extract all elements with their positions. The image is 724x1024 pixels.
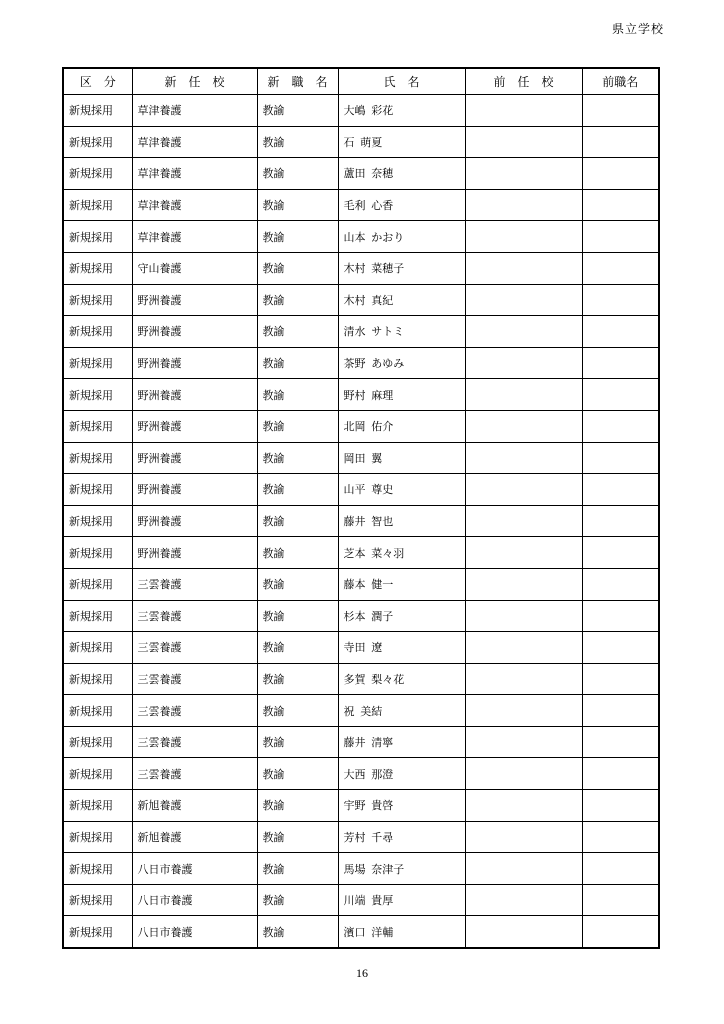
column-header-prev-title: 前職名 [582,68,659,95]
table-cell-new-school: 三雲養護 [132,758,257,790]
table-cell-new-school: 守山養護 [132,252,257,284]
table-cell-prev-title [582,347,659,379]
table-cell-new-title: 教諭 [257,410,338,442]
table-row [63,284,659,316]
table-cell-prev-school [465,347,582,379]
table-cell-prev-title [582,410,659,442]
table-cell-new-school: 八日市養護 [132,884,257,916]
table-cell-prev-school [465,853,582,885]
table-cell-kubun: 新規採用 [63,758,132,790]
table-cell-prev-school [465,316,582,348]
table-cell-prev-school [465,442,582,474]
table-cell-new-title: 教諭 [257,853,338,885]
table-cell-new-title: 教諭 [257,252,338,284]
table-cell-new-title: 教諭 [257,126,338,158]
table-cell-new-title: 教諭 [257,537,338,569]
table-row [63,695,659,727]
table-cell-new-title: 教諭 [257,632,338,664]
table-row [63,379,659,411]
table-cell-prev-school [465,284,582,316]
column-header-name: 氏 名 [338,68,465,95]
table-cell-name: 岡田 翼 [338,442,465,474]
table-cell-new-title: 教諭 [257,726,338,758]
table-cell-new-school: 三雲養護 [132,663,257,695]
table-row [63,758,659,790]
table-cell-prev-title [582,600,659,632]
table-cell-name: 山本 かおり [338,221,465,253]
table-cell-new-school: 野洲養護 [132,474,257,506]
table-cell-prev-school [465,252,582,284]
table-cell-new-school: 八日市養護 [132,916,257,948]
table-cell-prev-title [582,505,659,537]
table-cell-new-school: 新旭養護 [132,790,257,822]
table-cell-new-school: 野洲養護 [132,505,257,537]
table-cell-new-title: 教諭 [257,95,338,127]
table-row [63,95,659,127]
table-cell-new-title: 教諭 [257,442,338,474]
table-cell-prev-title [582,442,659,474]
table-cell-kubun: 新規採用 [63,537,132,569]
table-header-row [63,68,659,95]
table-row [63,410,659,442]
table-cell-prev-school [465,758,582,790]
table-row [63,126,659,158]
table-row [63,221,659,253]
table-cell-prev-title [582,474,659,506]
table-cell-prev-title [582,252,659,284]
table-cell-new-title: 教諭 [257,189,338,221]
table-cell-name: 杉本 潤子 [338,600,465,632]
table-cell-new-title: 教諭 [257,379,338,411]
table-cell-kubun: 新規採用 [63,600,132,632]
table-cell-name: 芝本 菜々羽 [338,537,465,569]
table-cell-new-title: 教諭 [257,600,338,632]
table-cell-kubun: 新規採用 [63,221,132,253]
table-cell-prev-title [582,632,659,664]
table-cell-new-title: 教諭 [257,790,338,822]
table-cell-new-school: 野洲養護 [132,442,257,474]
table-cell-name: 寺田 遼 [338,632,465,664]
table-cell-name: 多賀 梨々花 [338,663,465,695]
table-row [63,853,659,885]
table-cell-new-title: 教諭 [257,284,338,316]
table-cell-new-title: 教諭 [257,758,338,790]
table-cell-new-title: 教諭 [257,695,338,727]
table-cell-new-title: 教諭 [257,221,338,253]
table-cell-new-school: 三雲養護 [132,600,257,632]
table-cell-name: 山平 尊史 [338,474,465,506]
table-cell-new-school: 野洲養護 [132,379,257,411]
table-cell-prev-school [465,600,582,632]
table-cell-name: 大嶋 彩花 [338,95,465,127]
table-cell-kubun: 新規採用 [63,442,132,474]
table-cell-kubun: 新規採用 [63,158,132,190]
table-cell-new-title: 教諭 [257,884,338,916]
table-cell-prev-title [582,853,659,885]
table-cell-prev-title [582,726,659,758]
table-cell-new-school: 三雲養護 [132,726,257,758]
table-cell-name: 宇野 貴啓 [338,790,465,822]
table-cell-prev-title [582,316,659,348]
table-cell-new-title: 教諭 [257,821,338,853]
table-cell-kubun: 新規採用 [63,316,132,348]
column-header-new-title: 新 職 名 [257,68,338,95]
table-cell-prev-school [465,790,582,822]
table-cell-kubun: 新規採用 [63,284,132,316]
table-cell-prev-title [582,189,659,221]
table-cell-prev-school [465,474,582,506]
table-cell-kubun: 新規採用 [63,916,132,948]
table-cell-kubun: 新規採用 [63,821,132,853]
table-cell-new-title: 教諭 [257,347,338,379]
table-cell-name: 野村 麻理 [338,379,465,411]
table-cell-prev-school [465,884,582,916]
table-cell-name: 蘆田 奈穂 [338,158,465,190]
table-cell-kubun: 新規採用 [63,695,132,727]
table-cell-name: 芳村 千尋 [338,821,465,853]
table-cell-name: 木村 真紀 [338,284,465,316]
table-cell-prev-title [582,758,659,790]
table-cell-prev-school [465,379,582,411]
table-row [63,505,659,537]
table-cell-prev-title [582,663,659,695]
table-cell-prev-title [582,821,659,853]
table-cell-kubun: 新規採用 [63,632,132,664]
table-cell-prev-school [465,916,582,948]
table-cell-name: 大西 那澄 [338,758,465,790]
table-cell-name: 木村 菜穂子 [338,252,465,284]
table-cell-new-school: 草津養護 [132,95,257,127]
table-cell-new-school: 草津養護 [132,126,257,158]
table-cell-kubun: 新規採用 [63,95,132,127]
table-cell-new-school: 草津養護 [132,158,257,190]
table-cell-prev-title [582,126,659,158]
table-cell-new-title: 教諭 [257,916,338,948]
table-cell-new-title: 教諭 [257,158,338,190]
table-cell-kubun: 新規採用 [63,884,132,916]
table-cell-new-school: 八日市養護 [132,853,257,885]
table-cell-prev-school [465,537,582,569]
table-cell-new-school: 野洲養護 [132,410,257,442]
table-cell-kubun: 新規採用 [63,410,132,442]
table-cell-prev-title [582,916,659,948]
table-cell-kubun: 新規採用 [63,726,132,758]
table-cell-prev-school [465,663,582,695]
table-row [63,347,659,379]
table-cell-name: 毛利 心香 [338,189,465,221]
table-row [63,474,659,506]
table-cell-kubun: 新規採用 [63,347,132,379]
table-cell-new-school: 新旭養護 [132,821,257,853]
table-cell-name: 濱口 洋輔 [338,916,465,948]
table-cell-prev-title [582,884,659,916]
table-cell-prev-school [465,568,582,600]
table-cell-kubun: 新規採用 [63,790,132,822]
table-row [63,821,659,853]
table-cell-kubun: 新規採用 [63,189,132,221]
table-row [63,884,659,916]
table-cell-new-school: 野洲養護 [132,284,257,316]
table-cell-name: 清水 サトミ [338,316,465,348]
table-row [63,632,659,664]
table-cell-prev-school [465,126,582,158]
table-cell-new-title: 教諭 [257,316,338,348]
table-cell-prev-title [582,158,659,190]
table-cell-new-school: 三雲養護 [132,632,257,664]
appointments-table [62,67,660,949]
table-cell-name: 藤井 清寧 [338,726,465,758]
table-cell-new-title: 教諭 [257,505,338,537]
table-cell-prev-school [465,410,582,442]
table-cell-new-title: 教諭 [257,568,338,600]
column-header-prev-school: 前 任 校 [465,68,582,95]
column-header-kubun: 区 分 [63,68,132,95]
column-header-new-school: 新 任 校 [132,68,257,95]
table-row [63,252,659,284]
table-cell-prev-school [465,95,582,127]
table-cell-prev-title [582,790,659,822]
table-cell-prev-school [465,189,582,221]
table-cell-kubun: 新規採用 [63,252,132,284]
table-row [63,790,659,822]
table-cell-prev-title [582,95,659,127]
table-cell-prev-school [465,632,582,664]
table-cell-prev-title [582,379,659,411]
page-number: 16 [356,966,368,980]
table-cell-kubun: 新規採用 [63,379,132,411]
table-row [63,442,659,474]
table-row [63,663,659,695]
table-cell-name: 川端 貴厚 [338,884,465,916]
table-row [63,316,659,348]
page-header-label: 県立学校 [611,22,664,36]
table-cell-prev-title [582,221,659,253]
table-cell-name: 藤井 智也 [338,505,465,537]
table-cell-prev-school [465,505,582,537]
table-row [63,726,659,758]
table-cell-new-school: 草津養護 [132,221,257,253]
table-cell-kubun: 新規採用 [63,505,132,537]
table-cell-new-title: 教諭 [257,474,338,506]
table-cell-name: 祝 美結 [338,695,465,727]
table-cell-new-school: 三雲養護 [132,568,257,600]
table-cell-name: 茶野 あゆみ [338,347,465,379]
table-cell-prev-school [465,726,582,758]
table-cell-kubun: 新規採用 [63,853,132,885]
table-cell-prev-school [465,158,582,190]
table-cell-prev-title [582,284,659,316]
table-row [63,158,659,190]
table-cell-kubun: 新規採用 [63,663,132,695]
table-cell-kubun: 新規採用 [63,568,132,600]
table-cell-kubun: 新規採用 [63,474,132,506]
table-row [63,537,659,569]
table-cell-name: 馬場 奈津子 [338,853,465,885]
table-row [63,568,659,600]
table-row [63,189,659,221]
table-cell-new-school: 草津養護 [132,189,257,221]
table-cell-name: 北岡 佑介 [338,410,465,442]
table-cell-prev-title [582,568,659,600]
table-cell-prev-school [465,821,582,853]
table-cell-new-title: 教諭 [257,663,338,695]
table-cell-new-school: 野洲養護 [132,316,257,348]
table-row [63,916,659,948]
table-cell-kubun: 新規採用 [63,126,132,158]
table-cell-new-school: 野洲養護 [132,347,257,379]
table-row [63,600,659,632]
table-cell-new-school: 三雲養護 [132,695,257,727]
table-cell-new-school: 野洲養護 [132,537,257,569]
table-cell-prev-title [582,695,659,727]
table-cell-name: 藤本 健一 [338,568,465,600]
table-cell-prev-title [582,537,659,569]
table-cell-prev-school [465,221,582,253]
table-cell-name: 石 萌夏 [338,126,465,158]
table-cell-prev-school [465,695,582,727]
